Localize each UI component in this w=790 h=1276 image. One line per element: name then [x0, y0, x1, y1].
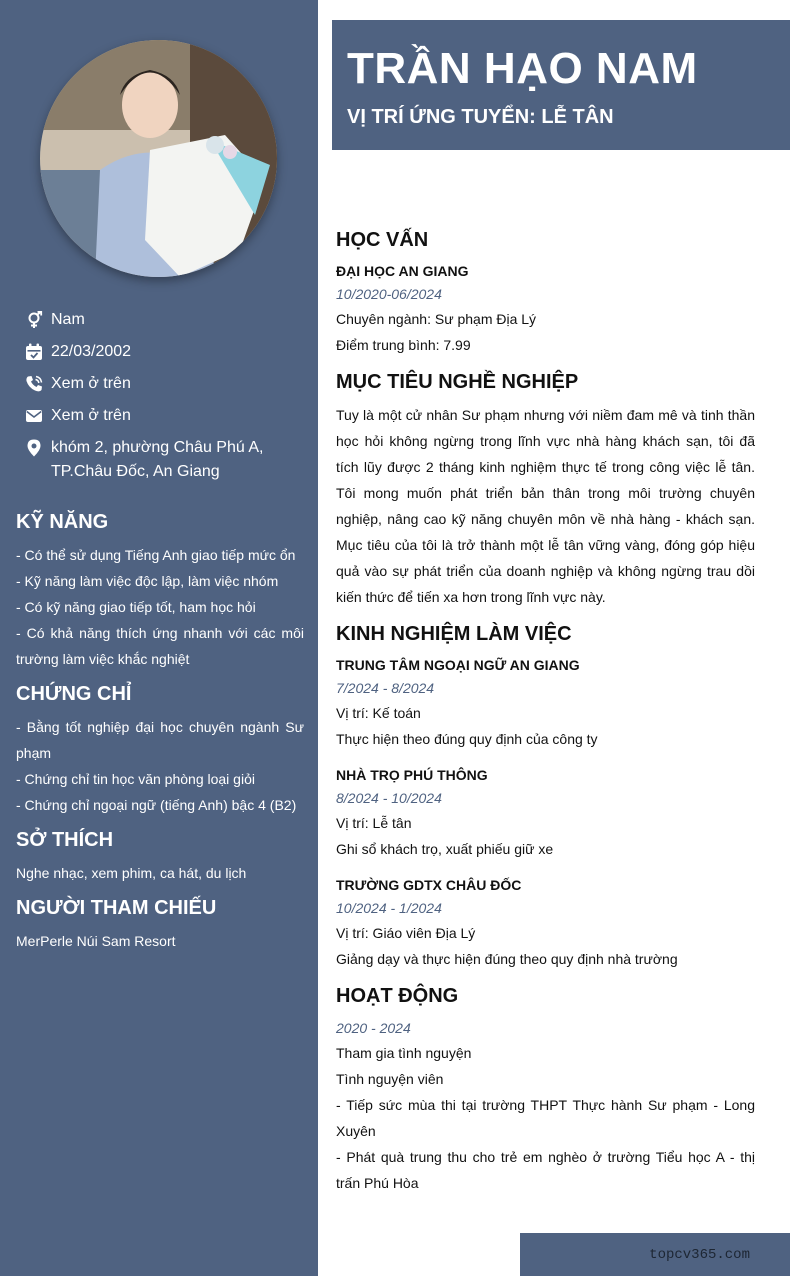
activities-line: Tình nguyện viên [336, 1071, 444, 1087]
hobbies-heading: SỞ THÍCH [16, 829, 114, 851]
sidebar [0, 0, 318, 1276]
calendar-icon [24, 340, 44, 364]
experience-org: TRƯỜNG GDTX CHÂU ĐỐC [336, 877, 522, 893]
certificates-heading: CHỨNG CHỈ [16, 683, 132, 705]
contact-gender-text: Nam [51, 311, 85, 328]
activities-line: - Phát quà trung thu cho trẻ em nghèo ở trường Tiểu học A - thị trấn Phú Hòa [336, 1149, 755, 1191]
experience-org: NHÀ TRỌ PHÚ THÔNG [336, 767, 488, 783]
objective-section [336, 368, 755, 610]
experience-date: 7/2024 - 8/2024 [336, 680, 435, 696]
contact-birthday [24, 340, 304, 372]
gender-icon [24, 308, 44, 332]
contact-email [24, 404, 304, 436]
experience-item [336, 654, 755, 752]
applied-position: VỊ TRÍ ỨNG TUYỂN: LỄ TÂN [347, 106, 614, 128]
education-heading: HỌC VẤN [336, 229, 429, 251]
skill-item: - Kỹ năng làm việc độc lập, làm việc nhóm [16, 573, 279, 589]
education-gpa: Điểm trung bình: 7.99 [336, 337, 471, 353]
contact-address [24, 436, 304, 484]
skill-item: - Có thể sử dụng Tiếng Anh giao tiếp mức ổn [16, 547, 296, 563]
activities-line: - Tiếp sức mùa thi tại trường THPT Thực hành Sư phạm - Long Xuyên [336, 1097, 755, 1139]
experience-item [336, 874, 755, 972]
experience-date: 8/2024 - 10/2024 [336, 790, 442, 806]
contact-address-text [51, 436, 263, 484]
experience-org: TRUNG TÂM NGOẠI NGỮ AN GIANG [336, 657, 580, 673]
hobbies-text: Nghe nhạc, xem phim, ca hát, du lịch [16, 865, 247, 881]
experience-date: 10/2024 - 1/2024 [336, 900, 442, 916]
address-line-1: khóm 2, phường Châu Phú A, [51, 439, 264, 456]
objective-text: Tuy là một cử nhân Sư phạm nhưng với niềm đam mê và tinh thần học hỏi không ngừng trong lĩnh vực nhà hàng khách sạn, tôi đã tích lũy được 2 tháng kinh nghiệm thực tế trong công việc lễ tân. Tôi mong muốn phát triển bản thân trong môi trường chuyên nghiệp, nâng cao kỹ năng chuyên môn về nhà hàng - khách sạn. Mục tiêu của tôi là trở thành một lễ tân vững vàng, đóng góp hiệu quả vào sự phát triển của doanh nghiệp và không ngừng trau dồi kiến thức để tiến xa hơn trong lĩnh vực này. [336, 407, 755, 605]
contact-list [24, 308, 304, 484]
references-text: MerPerle Núi Sam Resort [16, 933, 176, 949]
references-heading: NGƯỜI THAM CHIẾU [16, 897, 217, 919]
watermark: topcv365.com [649, 1247, 750, 1263]
email-icon [24, 404, 44, 428]
hobbies-section [16, 826, 304, 886]
activities-heading: HOẠT ĐỘNG [336, 985, 459, 1007]
activities-line: Tham gia tình nguyện [336, 1045, 472, 1061]
phone-icon [24, 372, 44, 396]
activities-section [336, 982, 755, 1196]
experience-desc: Ghi sổ khách trọ, xuất phiếu giữ xe [336, 841, 554, 857]
contact-gender [24, 308, 304, 340]
skill-item: - Có khả năng thích ứng nhanh với các môi trường làm việc khắc nghiệt [16, 625, 304, 667]
contact-phone-text: Xem ở trên [51, 375, 131, 392]
experience-heading: KINH NGHIỆM LÀM VIỆC [336, 623, 572, 645]
experience-desc: Giảng dạy và thực hiện đúng theo quy định nhà trường [336, 951, 678, 967]
experience-role: Vị trí: Lễ tân [336, 815, 412, 831]
contact-email-text: Xem ở trên [51, 407, 131, 424]
education-section [336, 226, 755, 358]
skill-item: - Có kỹ năng giao tiếp tốt, ham học hỏi [16, 599, 256, 615]
experience-item [336, 764, 755, 862]
activities-date: 2020 - 2024 [336, 1020, 411, 1036]
main-content [336, 226, 755, 1196]
references-section [16, 894, 304, 954]
education-school: ĐẠI HỌC AN GIANG [336, 263, 469, 279]
experience-role: Vị trí: Kế toán [336, 705, 421, 721]
certificate-item: - Bằng tốt nghiệp đại học chuyên ngành Sư phạm [16, 719, 304, 761]
sidebar-sections [16, 508, 304, 962]
contact-birthday-text: 22/03/2002 [51, 343, 132, 360]
address-line-2: TP.Châu Đốc, An Giang [51, 463, 220, 480]
objective-heading: MỤC TIÊU NGHỀ NGHIỆP [336, 371, 579, 393]
skills-section [16, 508, 304, 672]
footer-bar [520, 1233, 790, 1276]
candidate-name: TRẦN HẠO NAM [347, 44, 698, 93]
contact-phone [24, 372, 304, 404]
skills-heading: KỸ NĂNG [16, 511, 109, 533]
avatar [40, 40, 277, 277]
education-major: Chuyên ngành: Sư phạm Địa Lý [336, 311, 537, 327]
education-date: 10/2020-06/2024 [336, 286, 442, 302]
certificate-item: - Chứng chỉ ngoại ngữ (tiếng Anh) bậc 4 (B2) [16, 797, 297, 813]
location-icon [24, 436, 44, 460]
experience-desc: Thực hiện theo đúng quy định của công ty [336, 731, 598, 747]
experience-role: Vị trí: Giáo viên Địa Lý [336, 925, 476, 941]
certificates-section [16, 680, 304, 818]
certificate-item: - Chứng chỉ tin học văn phòng loại giỏi [16, 771, 255, 787]
name-header [332, 20, 790, 150]
experience-section [336, 620, 755, 972]
